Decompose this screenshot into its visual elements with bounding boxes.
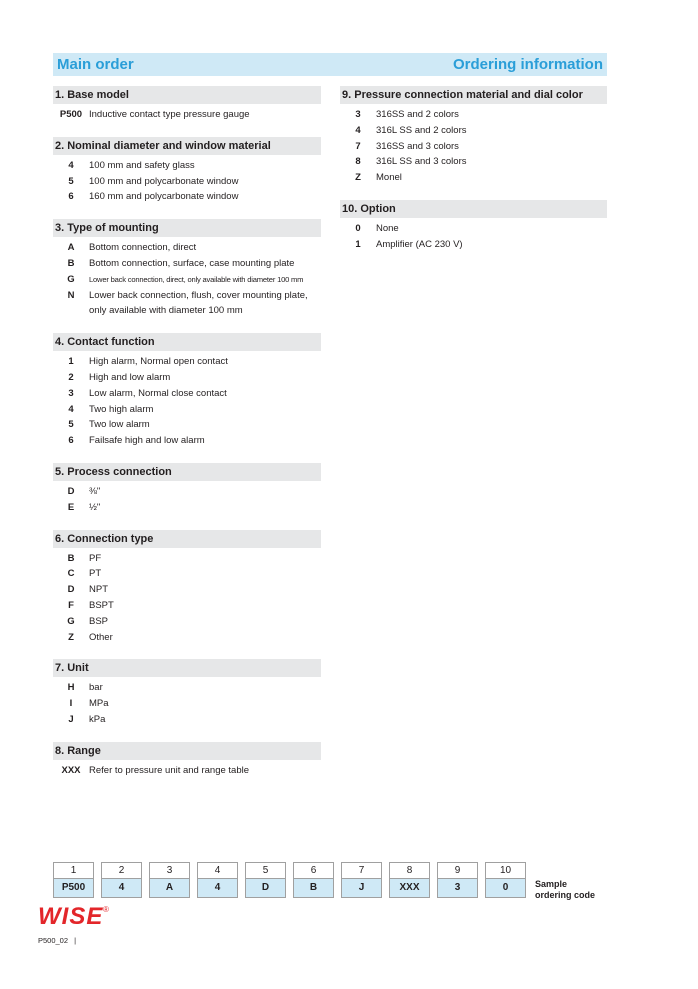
option-row (53, 174, 321, 190)
option-description: Lower back connection, flush, cover mounting plate, (89, 289, 308, 301)
option-row (53, 500, 321, 516)
option-code: 7 (355, 140, 361, 152)
option-description: 100 mm and polycarbonate window (89, 175, 239, 187)
registered-mark: ® (103, 905, 109, 914)
sample-code-value: J (341, 879, 382, 898)
option-code: 3 (68, 387, 74, 399)
option-description: 160 mm and polycarbonate window (89, 191, 239, 203)
option-description: kPa (89, 713, 106, 725)
option-description: Amplifier (AC 230 V) (376, 238, 463, 250)
section (53, 86, 321, 123)
sample-code-value: D (245, 879, 286, 898)
option-row (53, 288, 321, 304)
main-order-title: Main order (57, 56, 134, 73)
section (53, 742, 321, 779)
footer-separator: | (74, 936, 77, 945)
sample-position-number: 1 (53, 862, 94, 879)
option-row (340, 123, 607, 139)
option-code: P500 (59, 109, 83, 120)
option-row (53, 433, 321, 449)
option-code: Z (355, 172, 361, 184)
left-column (53, 86, 321, 793)
sample-code-value: 4 (197, 879, 238, 898)
sample-position-number: 9 (437, 862, 478, 879)
option-row (53, 402, 321, 418)
option-code: D (67, 584, 75, 596)
option-row (53, 354, 321, 370)
sample-code-value: 0 (485, 879, 526, 898)
option-code: 0 (355, 222, 361, 234)
sample-position-number: 2 (101, 862, 142, 879)
section-title: 3. Type of mounting (53, 219, 321, 237)
option-code: 5 (68, 419, 74, 431)
option-code: 8 (355, 156, 361, 168)
section-title: 2. Nominal diameter and window material (53, 137, 321, 155)
option-row (53, 256, 321, 272)
section (53, 530, 321, 646)
option-description: High and low alarm (89, 371, 171, 383)
option-description: bar (89, 682, 103, 694)
sample-cell (245, 862, 286, 898)
option-row (340, 154, 607, 170)
option-row (340, 221, 607, 237)
option-row (53, 566, 321, 582)
sample-cell (341, 862, 382, 898)
option-row (53, 763, 321, 779)
section-title: 7. Unit (53, 659, 321, 677)
sample-cell (149, 862, 190, 898)
option-row (53, 712, 321, 728)
option-code: B (67, 552, 75, 564)
sample-code-value: A (149, 879, 190, 898)
page-footer (38, 936, 76, 945)
section (53, 137, 321, 205)
option-description: Two low alarm (89, 419, 150, 431)
option-description: PF (89, 552, 102, 564)
option-code: 1 (68, 356, 74, 368)
option-row (340, 107, 607, 123)
sample-code-cells (53, 862, 533, 898)
sample-label (535, 879, 595, 901)
option-description: PT (89, 568, 102, 580)
right-column (340, 86, 607, 267)
sample-label-line1: Sample (535, 879, 568, 889)
option-row (53, 630, 321, 646)
option-row (53, 370, 321, 386)
option-description: Other (89, 631, 113, 643)
sample-code-value: B (293, 879, 334, 898)
sample-position-number: 8 (389, 862, 430, 879)
section-title: 9. Pressure connection material and dial color (340, 86, 607, 104)
option-code: G (67, 273, 75, 285)
option-code (53, 303, 89, 319)
option-code: 5 (68, 175, 74, 187)
option-row (53, 551, 321, 567)
option-description: Two high alarm (89, 403, 154, 415)
section-title: 1. Base model (53, 86, 321, 104)
option-row (53, 386, 321, 402)
sample-cell (437, 862, 478, 898)
option-code: F (68, 599, 74, 611)
option-description: Monel (376, 172, 402, 184)
option-code: 4 (68, 159, 74, 171)
sample-position-number: 10 (485, 862, 526, 879)
sample-cell (485, 862, 526, 898)
option-row (53, 189, 321, 205)
section (53, 219, 321, 319)
section-title: 6. Connection type (53, 530, 321, 548)
option-description: High alarm, Normal open contact (89, 356, 228, 368)
sample-cell (101, 862, 142, 898)
option-code: 1 (355, 238, 361, 250)
option-description: 100 mm and safety glass (89, 159, 195, 171)
sample-cell (293, 862, 334, 898)
option-description: BSP (89, 615, 109, 627)
option-row (340, 237, 607, 253)
sample-code-value: P500 (53, 879, 94, 898)
sample-cell (53, 862, 94, 898)
option-row (53, 680, 321, 696)
option-code: G (67, 615, 75, 627)
option-description: ⅜" (89, 485, 101, 497)
option-code: 3 (355, 109, 361, 120)
option-code: C (67, 568, 75, 580)
option-description: 316L SS and 2 colors (376, 124, 467, 136)
sample-position-number: 4 (197, 862, 238, 879)
option-row (53, 484, 321, 500)
option-description: Bottom connection, surface, case mounting plate (89, 257, 295, 269)
option-row (53, 582, 321, 598)
option-row (340, 139, 607, 155)
option-code: J (68, 713, 74, 725)
option-row (53, 696, 321, 712)
sample-ordering-code (53, 862, 595, 901)
sample-code-value: 4 (101, 879, 142, 898)
option-row (53, 158, 321, 174)
section (340, 200, 607, 253)
option-code: 6 (68, 435, 74, 447)
option-row (53, 598, 321, 614)
option-code: I (69, 698, 73, 710)
option-description: ½" (89, 501, 101, 513)
option-code: N (67, 289, 75, 301)
option-description: None (376, 222, 399, 234)
option-code: 6 (68, 191, 74, 203)
sample-cell (197, 862, 238, 898)
option-code: E (67, 501, 75, 513)
option-code: B (67, 257, 75, 269)
sample-code-value: 3 (437, 879, 478, 898)
option-code: XXX (61, 764, 81, 776)
option-description: 316SS and 3 colors (376, 140, 459, 152)
sample-position-number: 7 (341, 862, 382, 879)
section-title: 8. Range (53, 742, 321, 760)
document-code: P500_02 (38, 936, 69, 945)
option-description: Inductive contact type pressure gauge (89, 109, 250, 120)
option-description: BSPT (89, 599, 114, 611)
sample-position-number: 6 (293, 862, 334, 879)
option-code: Z (68, 631, 74, 643)
section-title: 5. Process connection (53, 463, 321, 481)
option-row (53, 417, 321, 433)
option-description: NPT (89, 584, 108, 596)
option-description: 316L SS and 3 colors (376, 156, 467, 168)
option-description: Lower back connection, direct, only available with diameter 100 mm (89, 274, 304, 284)
option-code: H (67, 682, 75, 694)
option-code: 4 (355, 124, 361, 136)
option-description: Failsafe high and low alarm (89, 435, 205, 447)
sample-position-number: 5 (245, 862, 286, 879)
option-row (53, 303, 321, 319)
option-code: D (67, 485, 75, 497)
section (53, 659, 321, 727)
section-title: 10. Option (340, 200, 607, 218)
section (53, 333, 321, 449)
option-description: Bottom connection, direct (89, 242, 197, 254)
section (340, 86, 607, 186)
option-description: only available with diameter 100 mm (89, 305, 243, 317)
option-code: 2 (68, 371, 74, 383)
option-row (53, 614, 321, 630)
option-code: A (67, 242, 75, 254)
option-code: 4 (68, 403, 74, 415)
ordering-information-title: Ordering information (453, 56, 603, 73)
option-row (340, 170, 607, 186)
option-description: 316SS and 2 colors (376, 109, 459, 120)
option-row (53, 272, 321, 288)
sample-position-number: 3 (149, 862, 190, 879)
header-banner (53, 53, 607, 76)
option-row (53, 107, 321, 123)
wise-logo: WISE (38, 903, 104, 930)
option-description: Low alarm, Normal close contact (89, 387, 227, 399)
sample-cell (389, 862, 430, 898)
option-description: MPa (89, 698, 109, 710)
sample-label-line2: ordering code (535, 890, 596, 900)
section (53, 463, 321, 516)
option-description: Refer to pressure unit and range table (89, 764, 250, 776)
section-title: 4. Contact function (53, 333, 321, 351)
option-row (53, 240, 321, 256)
sample-code-value: XXX (389, 879, 430, 898)
